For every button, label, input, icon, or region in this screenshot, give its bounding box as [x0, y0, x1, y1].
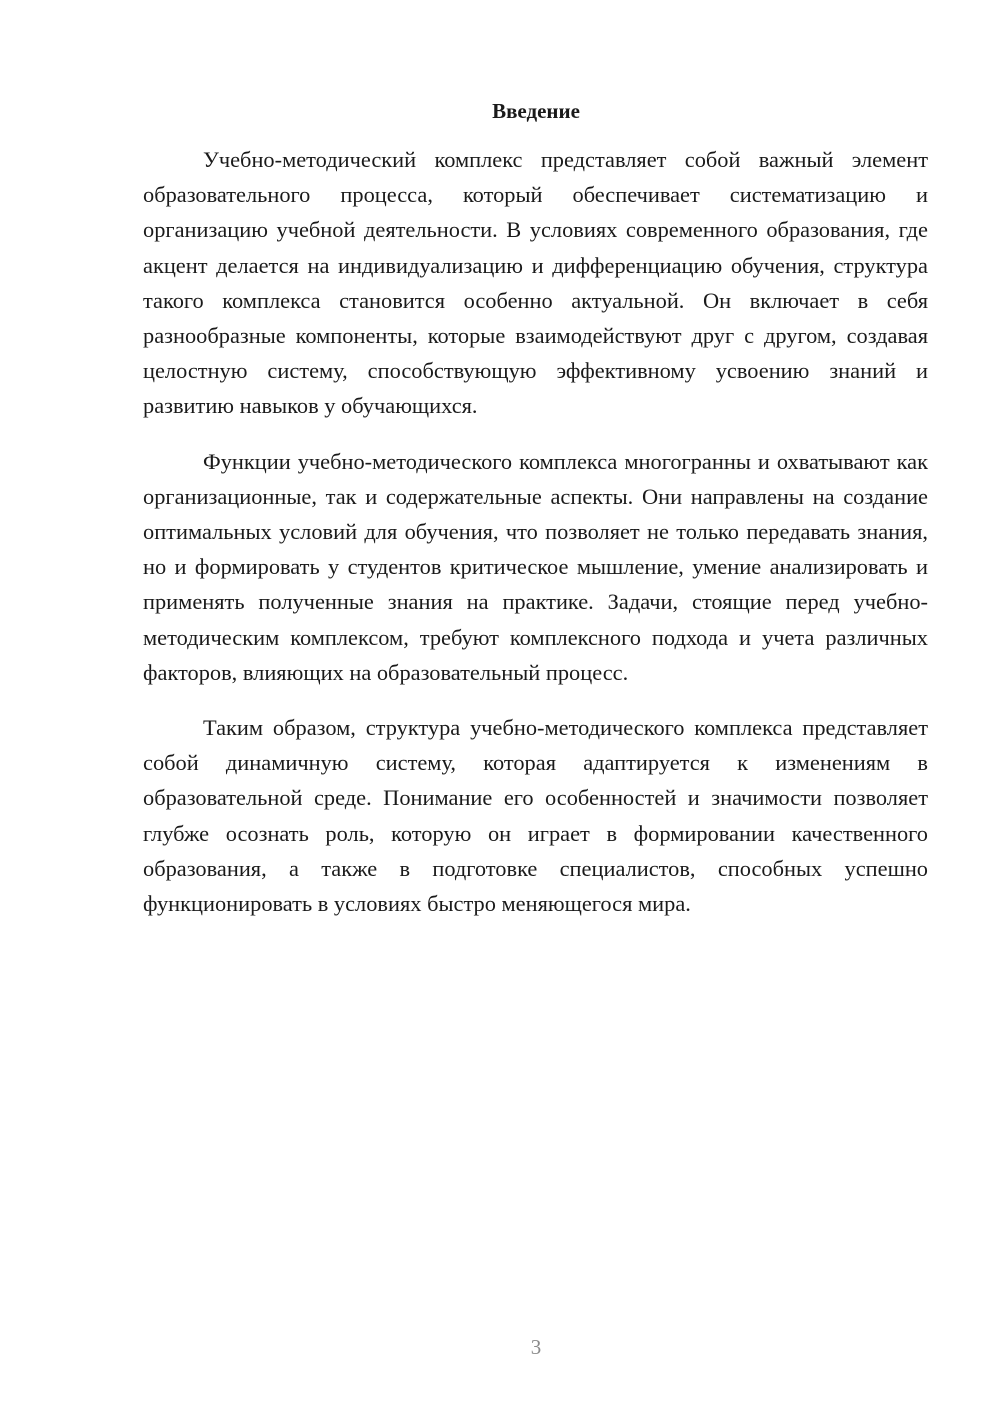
document-body [143, 142, 928, 941]
paragraph-2: Функции учебно-методического комплекса многогранны и охватывают как организационные, так и содержательные аспекты. Они направлены на создание оптимальных условий для обучения, что позволяет не только передавать знания, но и формировать у студентов критическое мышление, умение анализировать и применять полученные знания на практике. Задачи, стоящие перед учебно-методическим комплексом, требуют комплексного подхода и учета различных факторов, влияющих на образовательный процесс. [143, 448, 928, 685]
page-title: Введение [492, 99, 580, 123]
paragraph-1: Учебно-методический комплекс представляет собой важный элемент образовательного процесса, который обеспечивает систематизацию и организацию учебной деятельности. В условиях современного образования, где акцент делается на индивидуализацию и дифференциацию обучения, структура такого комплекса становится особенно актуальной. Он включает в себя разнообразные компоненты, которые взаимодействуют друг с другом, создавая целостную систему, способствующую эффективному усвоению знаний и развитию навыков у обучающихся. [143, 147, 928, 419]
paragraph-3: Таким образом, структура учебно-методического комплекса представляет собой динамичную систему, которая адаптируется к изменениям в образовательной среде. Понимание его особенностей и значимости позволяет глубже осознать роль, которую он играет в формировании качественного образования, а также в подготовке специалистов, способных успешно функционировать в условиях быстро меняющегося мира. [143, 715, 928, 917]
page-number: 3 [530, 1335, 542, 1359]
